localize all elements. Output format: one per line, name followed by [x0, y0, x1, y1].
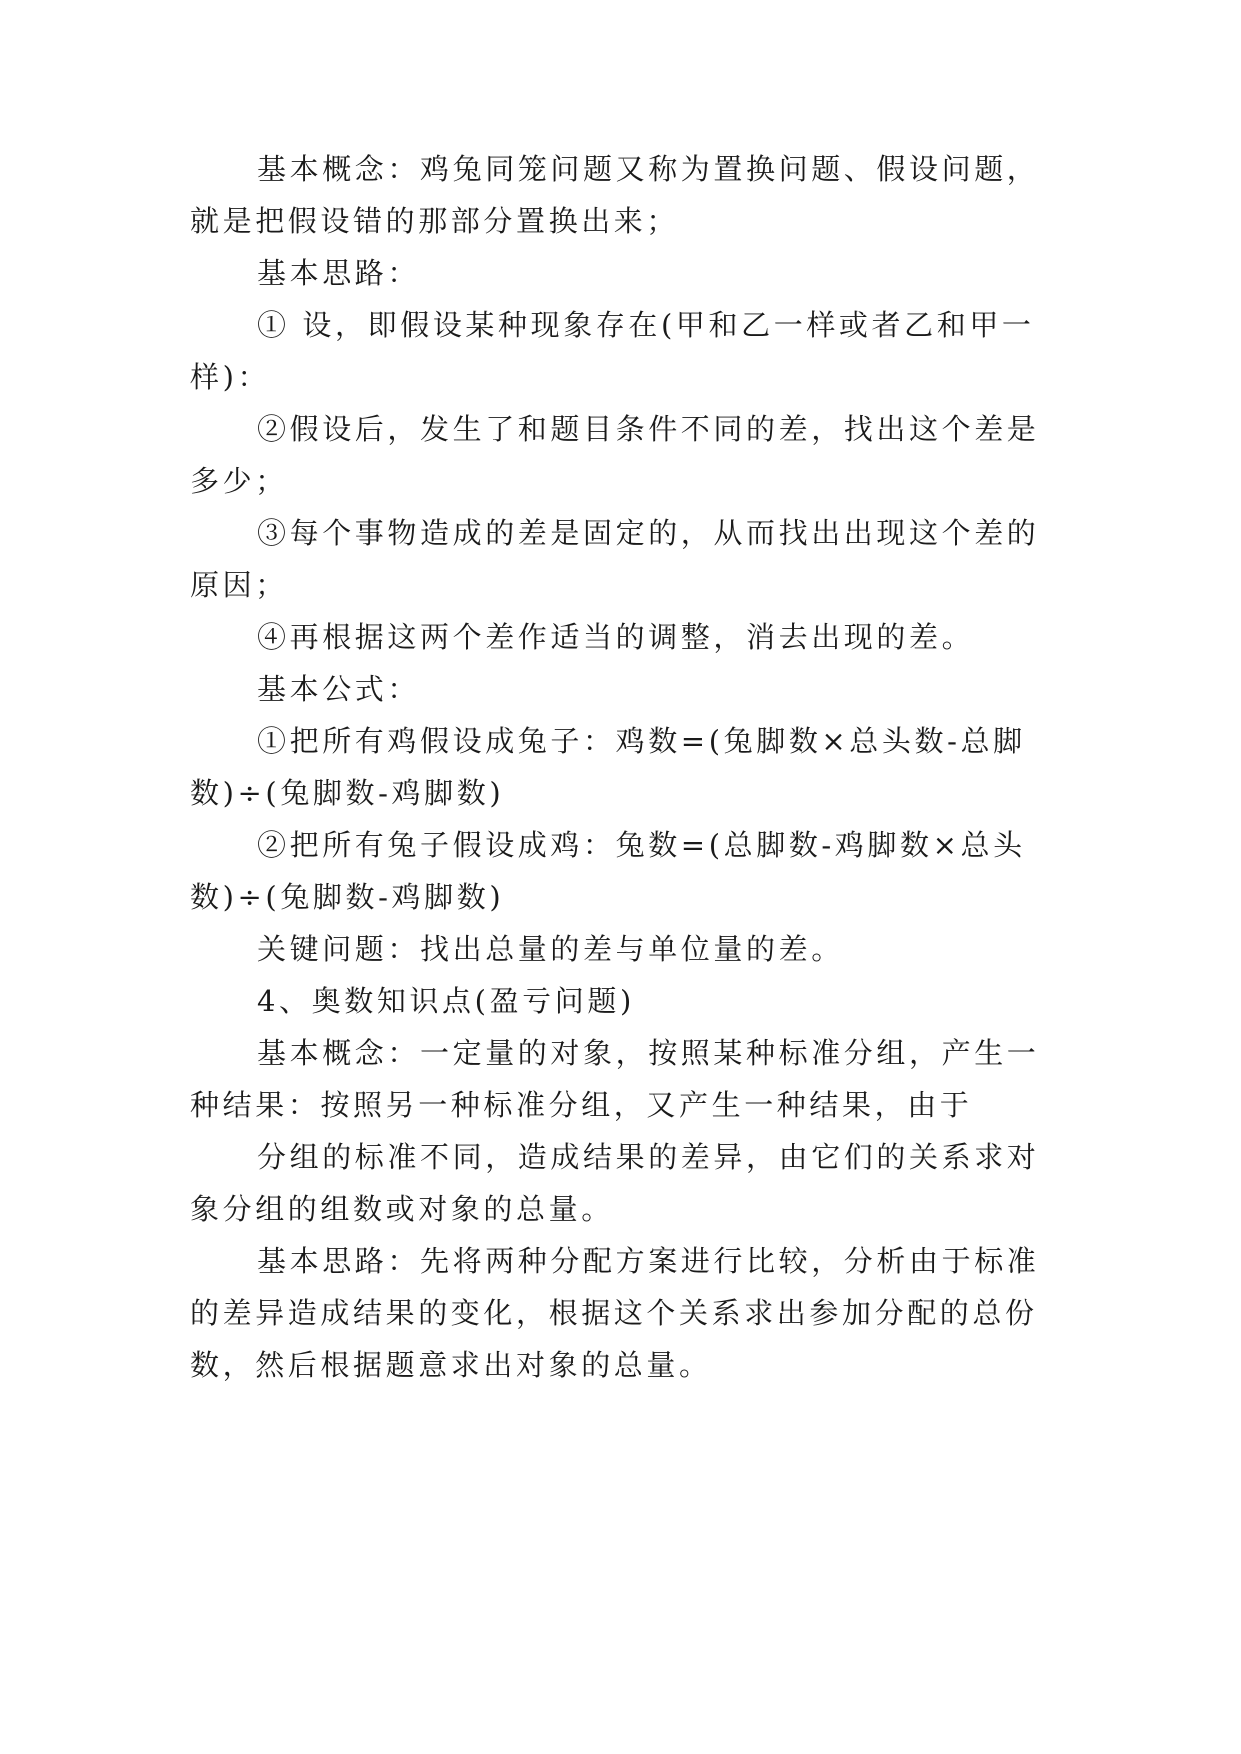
paragraph-line: 样)：	[190, 360, 271, 394]
paragraph-line: 种结果：按照另一种标准分组，又产生一种结果，由于	[190, 1088, 973, 1122]
paragraph-line: 基本公式：	[257, 672, 421, 706]
paragraph-line: 就是把假设错的那部分置换出来；	[190, 204, 680, 238]
paragraph-line: 基本概念：一定量的对象，按照某种标准分组，产生一	[257, 1036, 1040, 1070]
paragraph-line: ①把所有鸡假设成兔子：鸡数=(兔脚数×总头数-总脚	[257, 724, 1026, 758]
section-heading: 4、奥数知识点(盈亏问题)	[257, 984, 635, 1018]
paragraph-line: ②假设后，发生了和题目条件不同的差，找出这个差是	[257, 412, 1040, 446]
paragraph-line: 数)÷(兔脚数-鸡脚数)	[190, 880, 505, 914]
paragraph-line: ③每个事物造成的差是固定的，从而找出出现这个差的	[257, 516, 1040, 550]
paragraph-line: ④再根据这两个差作适当的调整，消去出现的差。	[257, 620, 975, 654]
paragraph-line: 分组的标准不同，造成结果的差异，由它们的关系求对	[257, 1140, 1040, 1174]
paragraph-line: 多少；	[190, 464, 288, 498]
paragraph-line: 基本概念：鸡兔同笼问题又称为置换问题、假设问题，	[257, 152, 1040, 186]
paragraph-line: ②把所有兔子假设成鸡：兔数=(总脚数-鸡脚数×总头	[257, 828, 1026, 862]
paragraph-line: 数，然后根据题意求出对象的总量。	[190, 1348, 712, 1382]
paragraph-line: 基本思路：	[257, 256, 421, 290]
paragraph-line: 关键问题：找出总量的差与单位量的差。	[257, 932, 844, 966]
paragraph-line: ① 设，即假设某种现象存在(甲和乙一样或者乙和甲一	[257, 308, 1035, 342]
paragraph-line: 数)÷(兔脚数-鸡脚数)	[190, 776, 505, 810]
paragraph-line: 基本思路：先将两种分配方案进行比较，分析由于标准	[257, 1244, 1040, 1278]
paragraph-line: 象分组的组数或对象的总量。	[190, 1192, 614, 1226]
paragraph-line: 的差异造成结果的变化，根据这个关系求出参加分配的总份	[190, 1296, 1038, 1330]
paragraph-line: 原因；	[190, 568, 288, 602]
